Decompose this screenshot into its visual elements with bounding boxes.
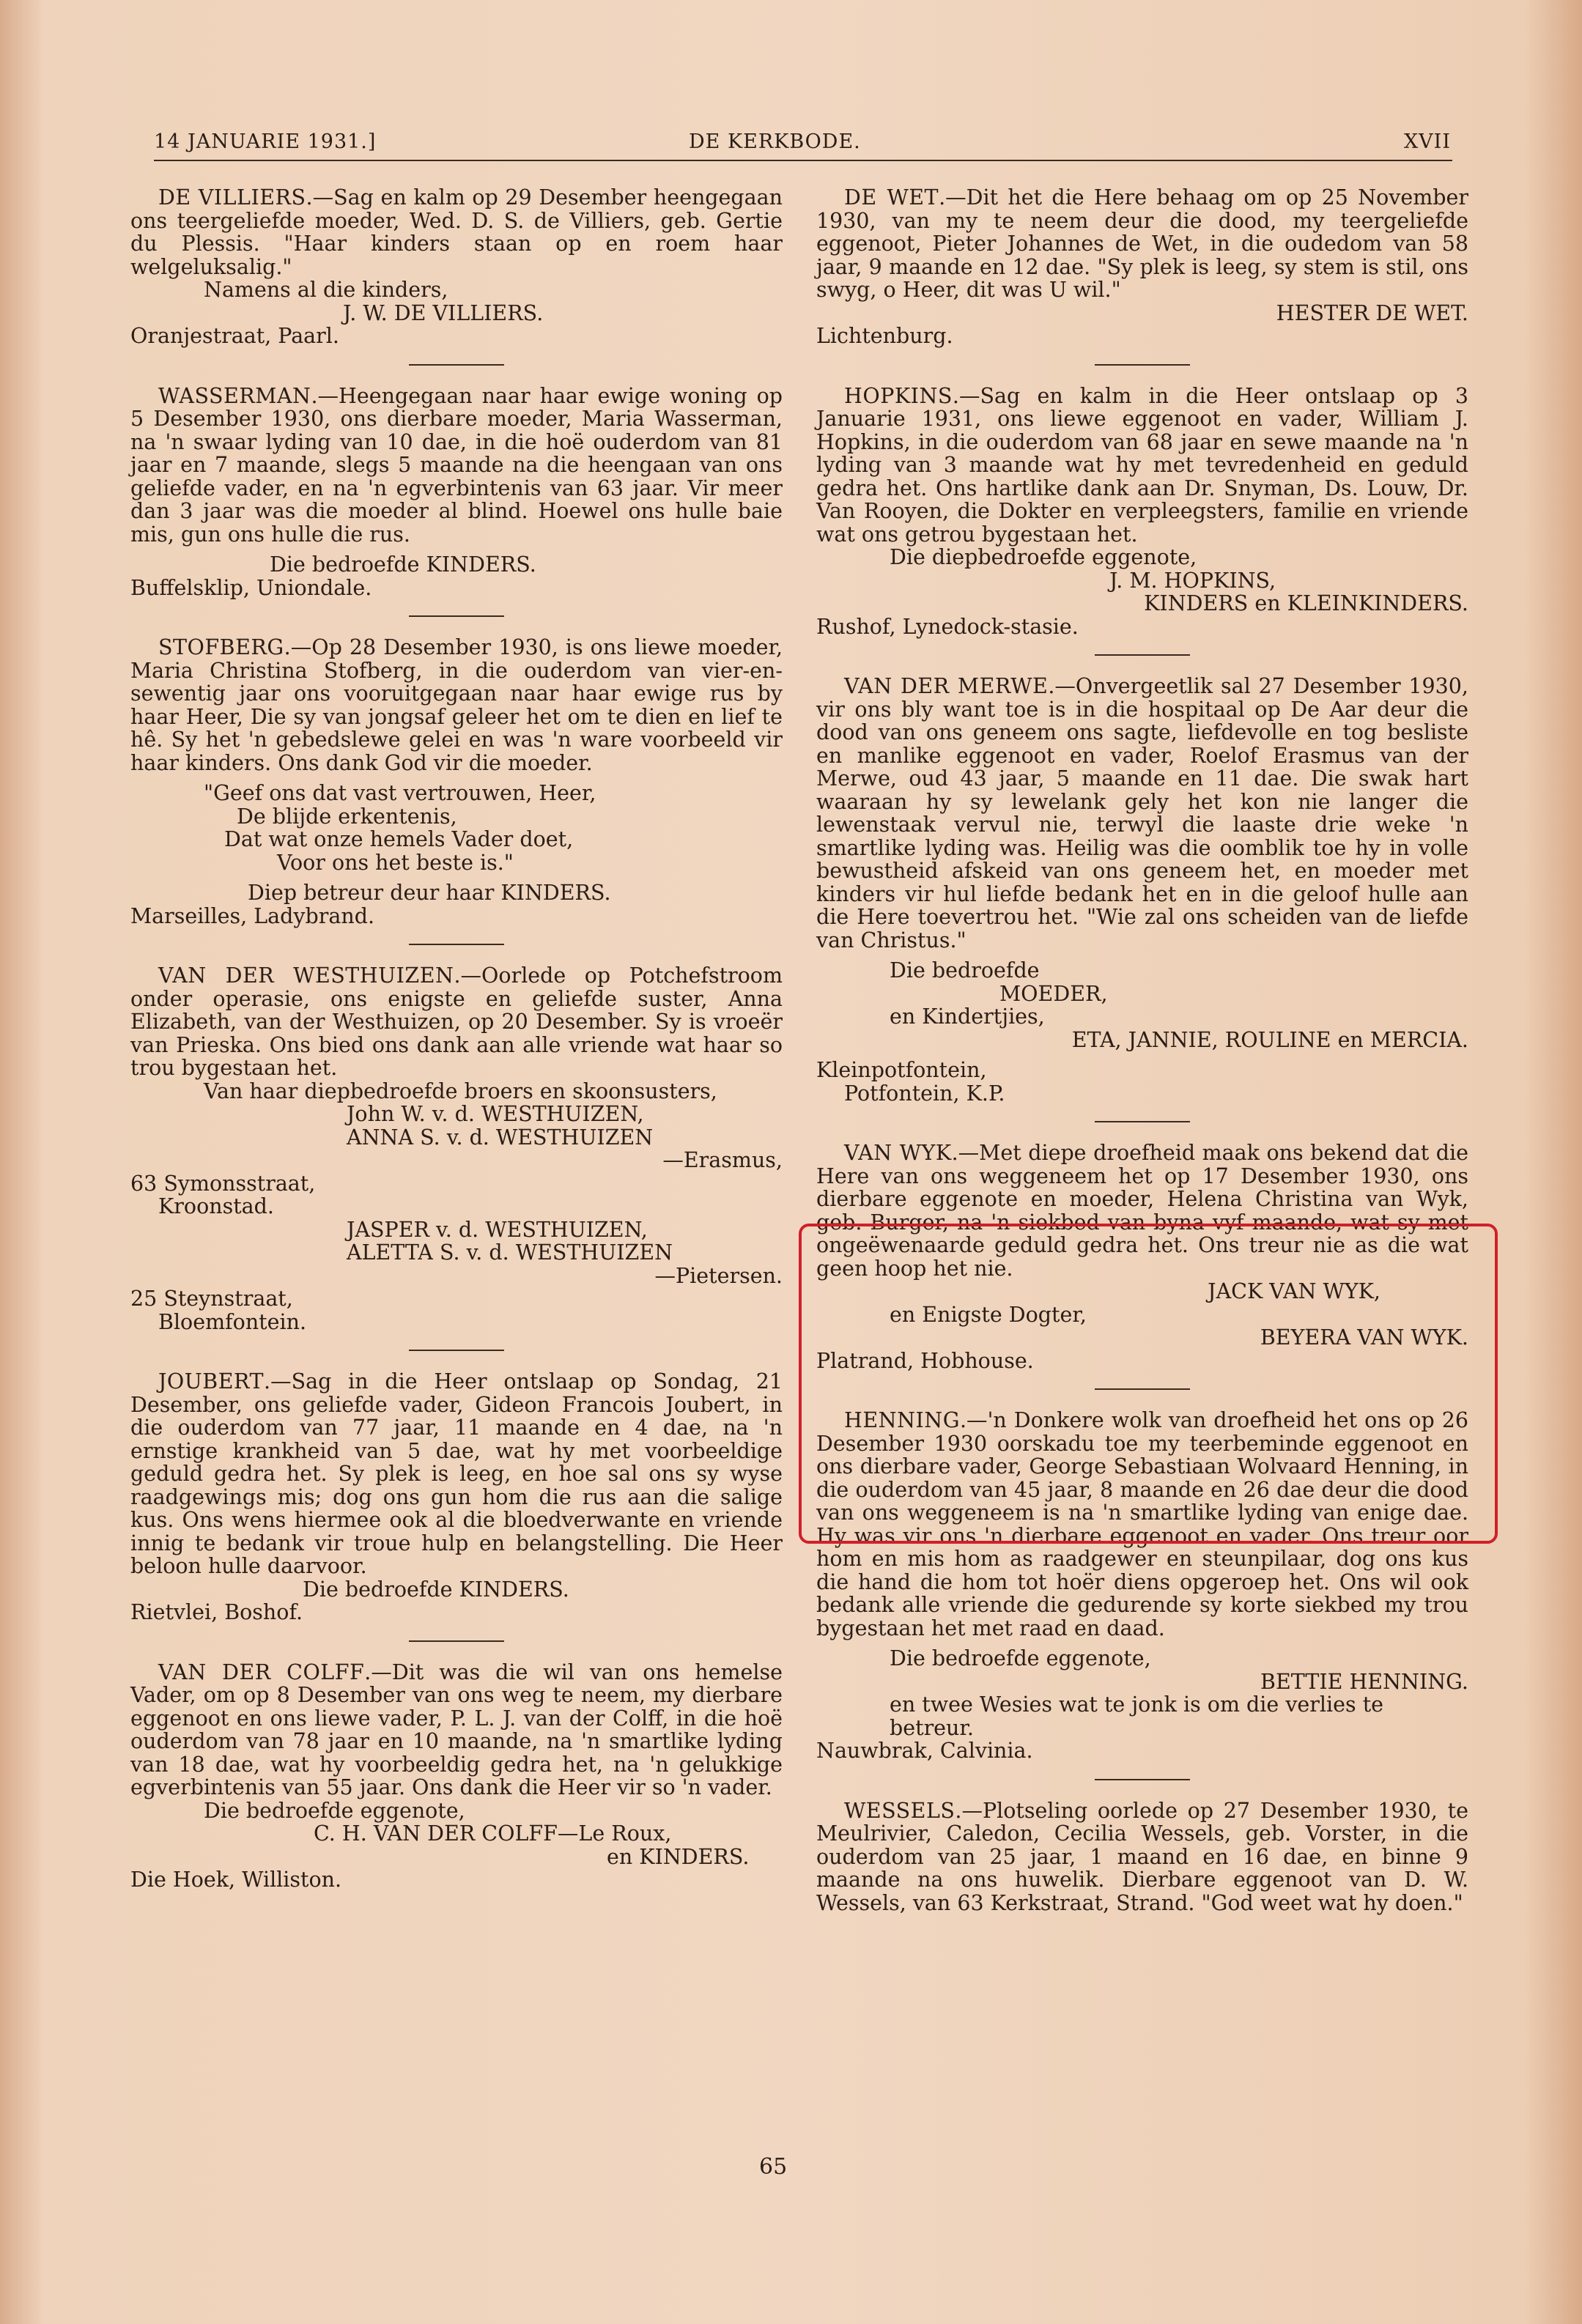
notice-text: Dit was die wil van ons hemelse Vader, om op 8 Desember van ons weg te neem, my dierbare eggenoot en ons liewe vader, P. L. J. van der Colff, in die hoë ouderdom van 78 jaar en 10 maande, na 'n smartlike lyding van 18 dae, wat hy voorbeeldig gedra het, na 'n gelukkige egverbintenis van 55 jaar. Ons dank die Heer vir so 'n vader. [130, 1659, 783, 1799]
address-line: Kroonstad. [158, 1194, 274, 1218]
notice-van-der-colff: VAN DER COLFF.—Dit was die wil van ons hemelse Vader, om op 8 Desember van ons weg te neem, my dierbare eggenoot en ons liewe vader, P. L. J. van der Colff, in die hoë ouderdom van 78 jaar en 10 maande, na 'n smartlike lyding van 18 dae, wat hy voorbeeldig gedra het, na 'n gelukkige egverbintenis van 55 jaar. Ons dank die Heer vir so 'n vader. Die bedroefde eggenote, C. H. VAN DER COLFF—Le Roux, en KINDERS. Die Hoek, Williston. [130, 1659, 783, 1892]
notice-name: STOFBERG [158, 635, 284, 659]
signature-line: Diep betreur deur haar KINDERS. [248, 881, 611, 905]
place-line: Nauwbrak, Calvinia. [816, 1739, 1033, 1763]
place-line: Marseilles, Ladybrand. [130, 903, 375, 928]
notice-name: DE VILLIERS [158, 185, 306, 210]
notice-name: HOPKINS [844, 383, 953, 408]
address-line: Potfontein, K.P. [844, 1081, 1005, 1106]
signature-name: BEYERA VAN WYK. [1260, 1325, 1468, 1350]
signature-name: J. M. HOPKINS, [1109, 568, 1276, 593]
notice-wasserman: WASSERMAN.—Heengegaan naar haar ewige woning op 5 Desember 1930, ons dierbare moeder, Maria Wasserman, na 'n swaar lyding van 10 dae, in die hoë ouderdom van 81 jaar en 7 maande, slegs 5 maande na die heengaan van ons geliefde vader, en na 'n egverbintenis van 63 jaar. Vir meer dan 3 jaar was die moeder al blind. Hoewel ons hulle baie mis, gun ons hulle die rus. Die bedroefde KINDERS. Buffelsklip, Uniondale. [130, 383, 783, 600]
signature-name: JASPER v. d. WESTHUIZEN, [347, 1217, 648, 1242]
poem-line: Voor ons het beste is." [277, 850, 514, 875]
place-line: Lichtenburg. [816, 324, 953, 348]
notice-de-villiers: DE VILLIERS.—Sag en kalm op 29 Desember heengegaan ons teergeliefde moeder, Wed. D. S. de Villiers, geb. Gertie du Plessis. "Haar kinders staan op en roem haar welgeluksalig." Namens al die kinders, J. W. DE VILLIERS. Oranjestraat, Paarl. [130, 185, 783, 348]
place-line: Die Hoek, Williston. [130, 1868, 342, 1892]
notice-name: VAN DER WESTHUIZEN [158, 963, 454, 988]
signature-line: Die bedroefde eggenote, [890, 1646, 1151, 1670]
signature-name: John W. v. d. WESTHUIZEN, [347, 1102, 644, 1126]
notice-text: Sag en kalm in die Heer ontslaap op 3 Januarie 1931, ons liewe eggenoot en vader, William J. Hopkins, in die ouderdom van 68 jaar en sewe maande na 'n lyding van 3 maande wat hy met tevredenheid en geduld gedra het. Ons hartlike dank aan Dr. Snyman, Ds. Louw, Dr. Van Rooyen, die Dokter en verpleegsters, familie en vriende wat ons getrou bygestaan het. [816, 383, 1468, 547]
header-date: 14 JANUARIE 1931.] [154, 130, 377, 153]
signature-name: J. W. DE VILLIERS. [343, 300, 544, 325]
signature-suffix: —Pietersen. [654, 1263, 783, 1288]
notice-separator [409, 944, 504, 945]
signature-line: Die diepbedroefde eggenote, [890, 545, 1197, 569]
notice-henning: HENNING.—'n Donkere wolk van droefheid het ons op 26 Desember 1930 oorskadu toe my teerbeminde eggenoot en ons dierbare vader, George Sebastiaan Wolvaard Henning, in die ouderdom van 45 jaar, 8 maande en 26 dae deur die dood van ons weggeneem is na 'n smartlike lyding van enige dae. Hy was vir ons 'n dierbare eggenoot en vader. Ons treur oor hom en mis hom as raadgewer en steunpilaar, dog ons kus die hand die hom tot hoër diens opgeroep het. Ons wil ook bedank alle vriende die gedurende sy korte siekbed my trou bygestaan het met raad en daad. Die bedroefde eggenote, BETTIE HENNING. en twee Wesies wat te jonk is om die verlies te betreur. Nauwbrak, Calvinia. [816, 1408, 1468, 1763]
notice-text: Oorlede op Potchefstroom onder operasie, ons enigste en geliefde suster, Anna Elizabeth, van der Westhuizen, op 20 Desember. Sy is vroeër van Prieska. Ons bied ons dank aan alle vriende wat haar so trou bygestaan het. [130, 963, 783, 1080]
notice-van-wyk: VAN WYK.—Met diepe droefheid maak ons bekend dat die Here van ons weggeneem het op 17 Desember 1930, ons dierbare eggenote en moeder, Helena Christina van Wyk, geb. Burger, na 'n siekbed van byna vyf maande, wat sy met ongeëwenaarde geduld gedra het. Ons treur nie as die wat geen hoop het nie. JACK VAN WYK, en Enigste Dogter, BEYERA VAN WYK. Platrand, Hobhouse. [816, 1141, 1468, 1373]
notice-text: Plotseling oorlede op 27 Desember 1930, te Meulrivier, Caledon, Cecilia Wessels, geb. Vorster, in die ouderdom van 25 jaar, 1 maand en 16 dae, en binne 9 maande na ons huwelik. Dierbare eggenoot van D. W. Wessels, van 63 Kerkstraat, Strand. "God weet wat hy doen." [816, 1798, 1468, 1915]
header-page-roman: XVII [1403, 130, 1451, 153]
notice-stofberg: STOFBERG.—Op 28 Desember 1930, is ons liewe moeder, Maria Christina Stofberg, in die ouderdom van vier-en-sewentig jaar ons vooruitgegaan naar haar ewige rus by haar Heer, Die sy van jongsaf geleer het om te dien en lief te hê. Sy het 'n gebedslewe gelei en was 'n ware voorbeeld vir haar kinders. Ons dank God vir die moeder. "Geef ons dat vast vertrouwen, Heer, De blijde erkentenis, Dat wat onze hemels Vader doet, Voor ons het beste is." Diep betreur deur haar KINDERS. Marseilles, Ladybrand. [130, 635, 783, 928]
notice-text: Sag in die Heer ontslaap op Sondag, 21 Desember, ons geliefde vader, Gideon Francois Joubert, in die ouderdom van 77 jaar, 11 maande en 4 dae, na 'n ernstige krankheid van 5 dae, wat hy met voorbeeldige geduld gedra het. Sy plek is leeg, en hoe sal ons sy wyse raadgewings mis; dog ons gun hom die rus aan die salige kus. Ons wens hiermee ook al die bloedverwante en vriende innig te bedank vir troue hulp en belangstelling. Die Heer beloon hulle daarvoor. [130, 1369, 783, 1578]
notice-separator [409, 615, 504, 617]
signature-name: MOEDER, [999, 981, 1108, 1006]
left-column [130, 186, 783, 1892]
notice-name: VAN DER MERWE [844, 674, 1049, 698]
signature-line: Die bedroefde eggenote, [204, 1798, 465, 1823]
notice-separator [1095, 654, 1190, 656]
notice-text: Op 28 Desember 1930, is ons liewe moeder, Maria Christina Stofberg, in die ouderdom van vier-en-sewentig jaar ons vooruitgegaan naar haar ewige rus by haar Heer, Die sy van jongsaf geleer het om te dien en lief te hê. Sy het 'n gebedslewe gelei en was 'n ware voorbeeld vir haar kinders. Ons dank God vir die moeder. [130, 635, 783, 775]
signature-line: Die bedroefde KINDERS. [270, 552, 536, 577]
notice-separator [1095, 1121, 1190, 1122]
place-line: Rietvlei, Boshof. [130, 1600, 303, 1624]
signature-name: C. H. VAN DER COLFF—Le Roux, [314, 1821, 672, 1846]
page-number: 65 [759, 2154, 788, 2180]
poem-line: Dat wat onze hemels Vader doet, [224, 827, 574, 851]
signature-line: en Enigste Dogter, [890, 1302, 1087, 1327]
signature-name: ANNA S. v. d. WESTHUIZEN [347, 1125, 654, 1150]
signature-suffix: —Erasmus, [662, 1148, 783, 1172]
notice-name: JOUBERT [158, 1369, 265, 1394]
notice-separator [409, 1350, 504, 1351]
notice-name: WESSELS [844, 1798, 956, 1823]
place-line: Oranjestraat, Paarl. [130, 324, 339, 348]
notice-separator [1095, 364, 1190, 366]
notice-separator [409, 364, 504, 366]
header-title: DE KERKBODE. [689, 130, 861, 153]
notice-name: WASSERMAN [158, 383, 311, 408]
notice-van-der-westhuizen: VAN DER WESTHUIZEN.—Oorlede op Potchefstroom onder operasie, ons enigste en geliefde suster, Anna Elizabeth, van der Westhuizen, op 20 Desember. Sy is vroeër van Prieska. Ons bied ons dank aan alle vriende wat haar so trou bygestaan het. Van haar diepbedroefde broers en skoonsusters, John W. v. d. WESTHUIZEN, ANNA S. v. d. WESTHUIZEN —Erasmus, 63 Symonsstraat, Kroonstad. JASPER v. d. WESTHUIZEN, ALETTA S. v. d. WESTHUIZEN —Pietersen. 25 Steynstraat, Bloemfontein. [130, 963, 783, 1334]
notice-name: HENNING [844, 1408, 960, 1432]
notice-text: 'n Donkere wolk van droefheid het ons op 26 Desember 1930 oorskadu toe my teerbeminde eggenoot en ons dierbare vader, George Sebastiaan Wolvaard Henning, in die ouderdom van 45 jaar, 8 maande en 26 dae deur die dood van ons weggeneem is na 'n smartlike lyding van enige dae. Hy was vir ons 'n dierbare eggenoot en vader. Ons treur oor hom en mis hom as raadgewer en steunpilaar, dog ons kus die hand die hom tot hoër diens opgeroep het. Ons wil ook bedank alle vriende die gedurende sy korte siekbed my trou bygestaan het met raad en daad. [816, 1408, 1468, 1640]
poem-line: De blijde erkentenis, [237, 804, 457, 829]
notice-wessels: WESSELS.—Plotseling oorlede op 27 Desember 1930, te Meulrivier, Caledon, Cecilia Wessels, geb. Vorster, in die ouderdom van 25 jaar, 1 maand en 16 dae, en binne 9 maande na ons huwelik. Dierbare eggenoot van D. W. Wessels, van 63 Kerkstraat, Strand. "God weet wat hy doen." [816, 1798, 1468, 1915]
address-line: Bloemfontein. [158, 1309, 307, 1334]
notice-separator [409, 1640, 504, 1642]
place-line: Buffelsklip, Uniondale. [130, 575, 372, 600]
address-line: 25 Steynstraat, [130, 1287, 293, 1311]
signature-name: KINDERS en KLEINKINDERS. [1144, 591, 1468, 615]
notice-van-der-merwe: VAN DER MERWE.—Onvergeetlik sal 27 Desember 1930, vir ons bly want toe is in die hospitaal op De Aar deur die dood van ons geneem ons sagte, liefdevolle en tog besliste en manlike eggenoot en vader, Roelof Erasmus van der Merwe, oud 43 jaar, 5 maande en 11 dae. Die swak hart waaraan hy sy lewelank gely het kon nie langer die lewenstaak vervul nie, terwyl die laaste drie weke 'n smartlike lyding was. Heilig was die oomblik toe hy in volle bewustheid afskeid van ons geneem het, en moeder met kinders vir hul liefde bedank het en in die geloof hulle aan die Here toevertrou het. "Wie zal ons scheiden van de liefde van Christus." Die bedroefde MOEDER, en Kindertjies, ETA, JANNIE, ROULINE en MERCIA. Kleinpotfontein, Potfontein, K.P. [816, 674, 1468, 1106]
highlight-box [799, 1224, 1498, 1544]
notice-text: Dit het die Here behaag om op 25 November 1930, van my te neem deur die dood, my teergeliefde eggenoot, Pieter Johannes de Wet, in die oudedom van 58 jaar, 9 maande en 12 dae. "Sy plek is leeg, sy stem is stil, ons swyg, o Heer, dit was U wil." [816, 185, 1468, 302]
signature-line: en Kindertjies, [890, 1004, 1045, 1029]
notice-joubert: JOUBERT.—Sag in die Heer ontslaap op Sondag, 21 Desember, ons geliefde vader, Gideon Francois Joubert, in die ouderdom van 77 jaar, 11 maande en 4 dae, na 'n ernstige krankheid van 5 dae, wat hy met voorbeeldige geduld gedra het. Sy plek is leeg, en hoe sal ons sy wyse raadgewings mis; dog ons gun hom die rus aan die salige kus. Ons wens hiermee ook al die bloedverwante en vriende innig te bedank vir troue hulp en belangstelling. Die Heer beloon hulle daarvoor. Die bedroefde KINDERS. Rietvlei, Boshof. [130, 1369, 783, 1624]
place-line: Rushof, Lynedock-stasie. [816, 614, 1079, 639]
address-line: 63 Symonsstraat, [130, 1171, 316, 1196]
page-header [154, 130, 1451, 160]
place-line: Platrand, Hobhouse. [816, 1348, 1034, 1373]
notice-text: Met diepe droefheid maak ons bekend dat die Here van ons weggeneem het op 17 Desember 1930, ons dierbare eggenote en moeder, Helena Christina van Wyk, geb. Burger, na 'n siekbed van byna vyf maande, wat sy met ongeëwenaarde geduld gedra het. Ons treur nie as die wat geen hoop het nie. [816, 1141, 1468, 1281]
notice-name: DE WET [844, 185, 939, 210]
signature-name: ALETTA S. v. d. WESTHUIZEN [347, 1240, 673, 1265]
notice-text: Heengegaan naar haar ewige woning op 5 Desember 1930, ons dierbare moeder, Maria Wasserman, na 'n swaar lyding van 10 dae, in die hoë ouderdom van 81 jaar en 7 maande, slegs 5 maande na die heengaan van ons geliefde vader, en na 'n egverbintenis van 63 jaar. Vir meer dan 3 jaar was die moeder al blind. Hoewel ons hulle baie mis, gun ons hulle die rus. [130, 383, 783, 547]
notice-name: VAN DER COLFF [158, 1659, 365, 1684]
right-column [816, 186, 1468, 1914]
signature-name: BETTIE HENNING. [1260, 1669, 1468, 1694]
notice-text: Onvergeetlik sal 27 Desember 1930, vir ons bly want toe is in die hospitaal op De Aar deur die dood van ons geneem ons sagte, liefdevolle en tog besliste en manlike eggenoot en vader, Roelof Erasmus van der Merwe, oud 43 jaar, 5 maande en 11 dae. Die swak hart waaraan hy sy lewelank gely het kon nie langer die lewenstaak vervul nie, terwyl die laaste drie weke 'n smartlike lyding was. Heilig was die oomblik toe hy in volle bewustheid afskeid van ons geneem het, en moeder met kinders vir hul liefde bedank het en in die geloof hulle aan die Here toevertrou het. "Wie zal ons scheiden van de liefde van Christus." [816, 674, 1468, 952]
signature-line: Die bedroefde [890, 958, 1040, 982]
signature-name: HESTER DE WET. [1276, 300, 1468, 325]
header-rule [154, 160, 1452, 161]
notice-text: Sag en kalm op 29 Desember heengegaan ons teergeliefde moeder, Wed. D. S. de Villiers, geb. Gertie du Plessis. "Haar kinders staan op en roem haar welgeluksalig." [130, 185, 783, 279]
signature-line: Die bedroefde KINDERS. [303, 1577, 569, 1602]
signature-line: Namens al die kinders, [204, 278, 448, 302]
signature-name: ETA, JANNIE, ROULINE en MERCIA. [1071, 1027, 1468, 1052]
signature-suffix: en KINDERS. [607, 1844, 750, 1869]
poem-line: "Geef ons dat vast vertrouwen, Heer, [204, 781, 596, 805]
notice-name: VAN WYK [844, 1141, 952, 1165]
signature-name: JACK VAN WYK, [1208, 1279, 1380, 1303]
signature-line: en twee Wesies wat te jonk is om die verlies te betreur. [890, 1692, 1384, 1740]
address-line: Kleinpotfontein, [816, 1058, 987, 1082]
notice-de-wet: DE WET.—Dit het die Here behaag om op 25 November 1930, van my te neem deur die dood, my teergeliefde eggenoot, Pieter Johannes de Wet, in die oudedom van 58 jaar, 9 maande en 12 dae. "Sy plek is leeg, sy stem is stil, ons swyg, o Heer, dit was U wil." HESTER DE WET. Lichtenburg. [816, 185, 1468, 348]
signature-line: Van haar diepbedroefde broers en skoonsusters, [204, 1078, 717, 1103]
notice-hopkins: HOPKINS.—Sag en kalm in die Heer ontslaap op 3 Januarie 1931, ons liewe eggenoot en vader, William J. Hopkins, in die ouderdom van 68 jaar en sewe maande na 'n lyding van 3 maande wat hy met tevredenheid en geduld gedra het. Ons hartlike dank aan Dr. Snyman, Ds. Louw, Dr. Van Rooyen, die Dokter en verpleegsters, familie en vriende wat ons getrou bygestaan het. Die diepbedroefde eggenote, J. M. HOPKINS, KINDERS en KLEINKINDERS. Rushof, Lynedock-stasie. [816, 383, 1468, 639]
notice-separator [1095, 1779, 1190, 1780]
